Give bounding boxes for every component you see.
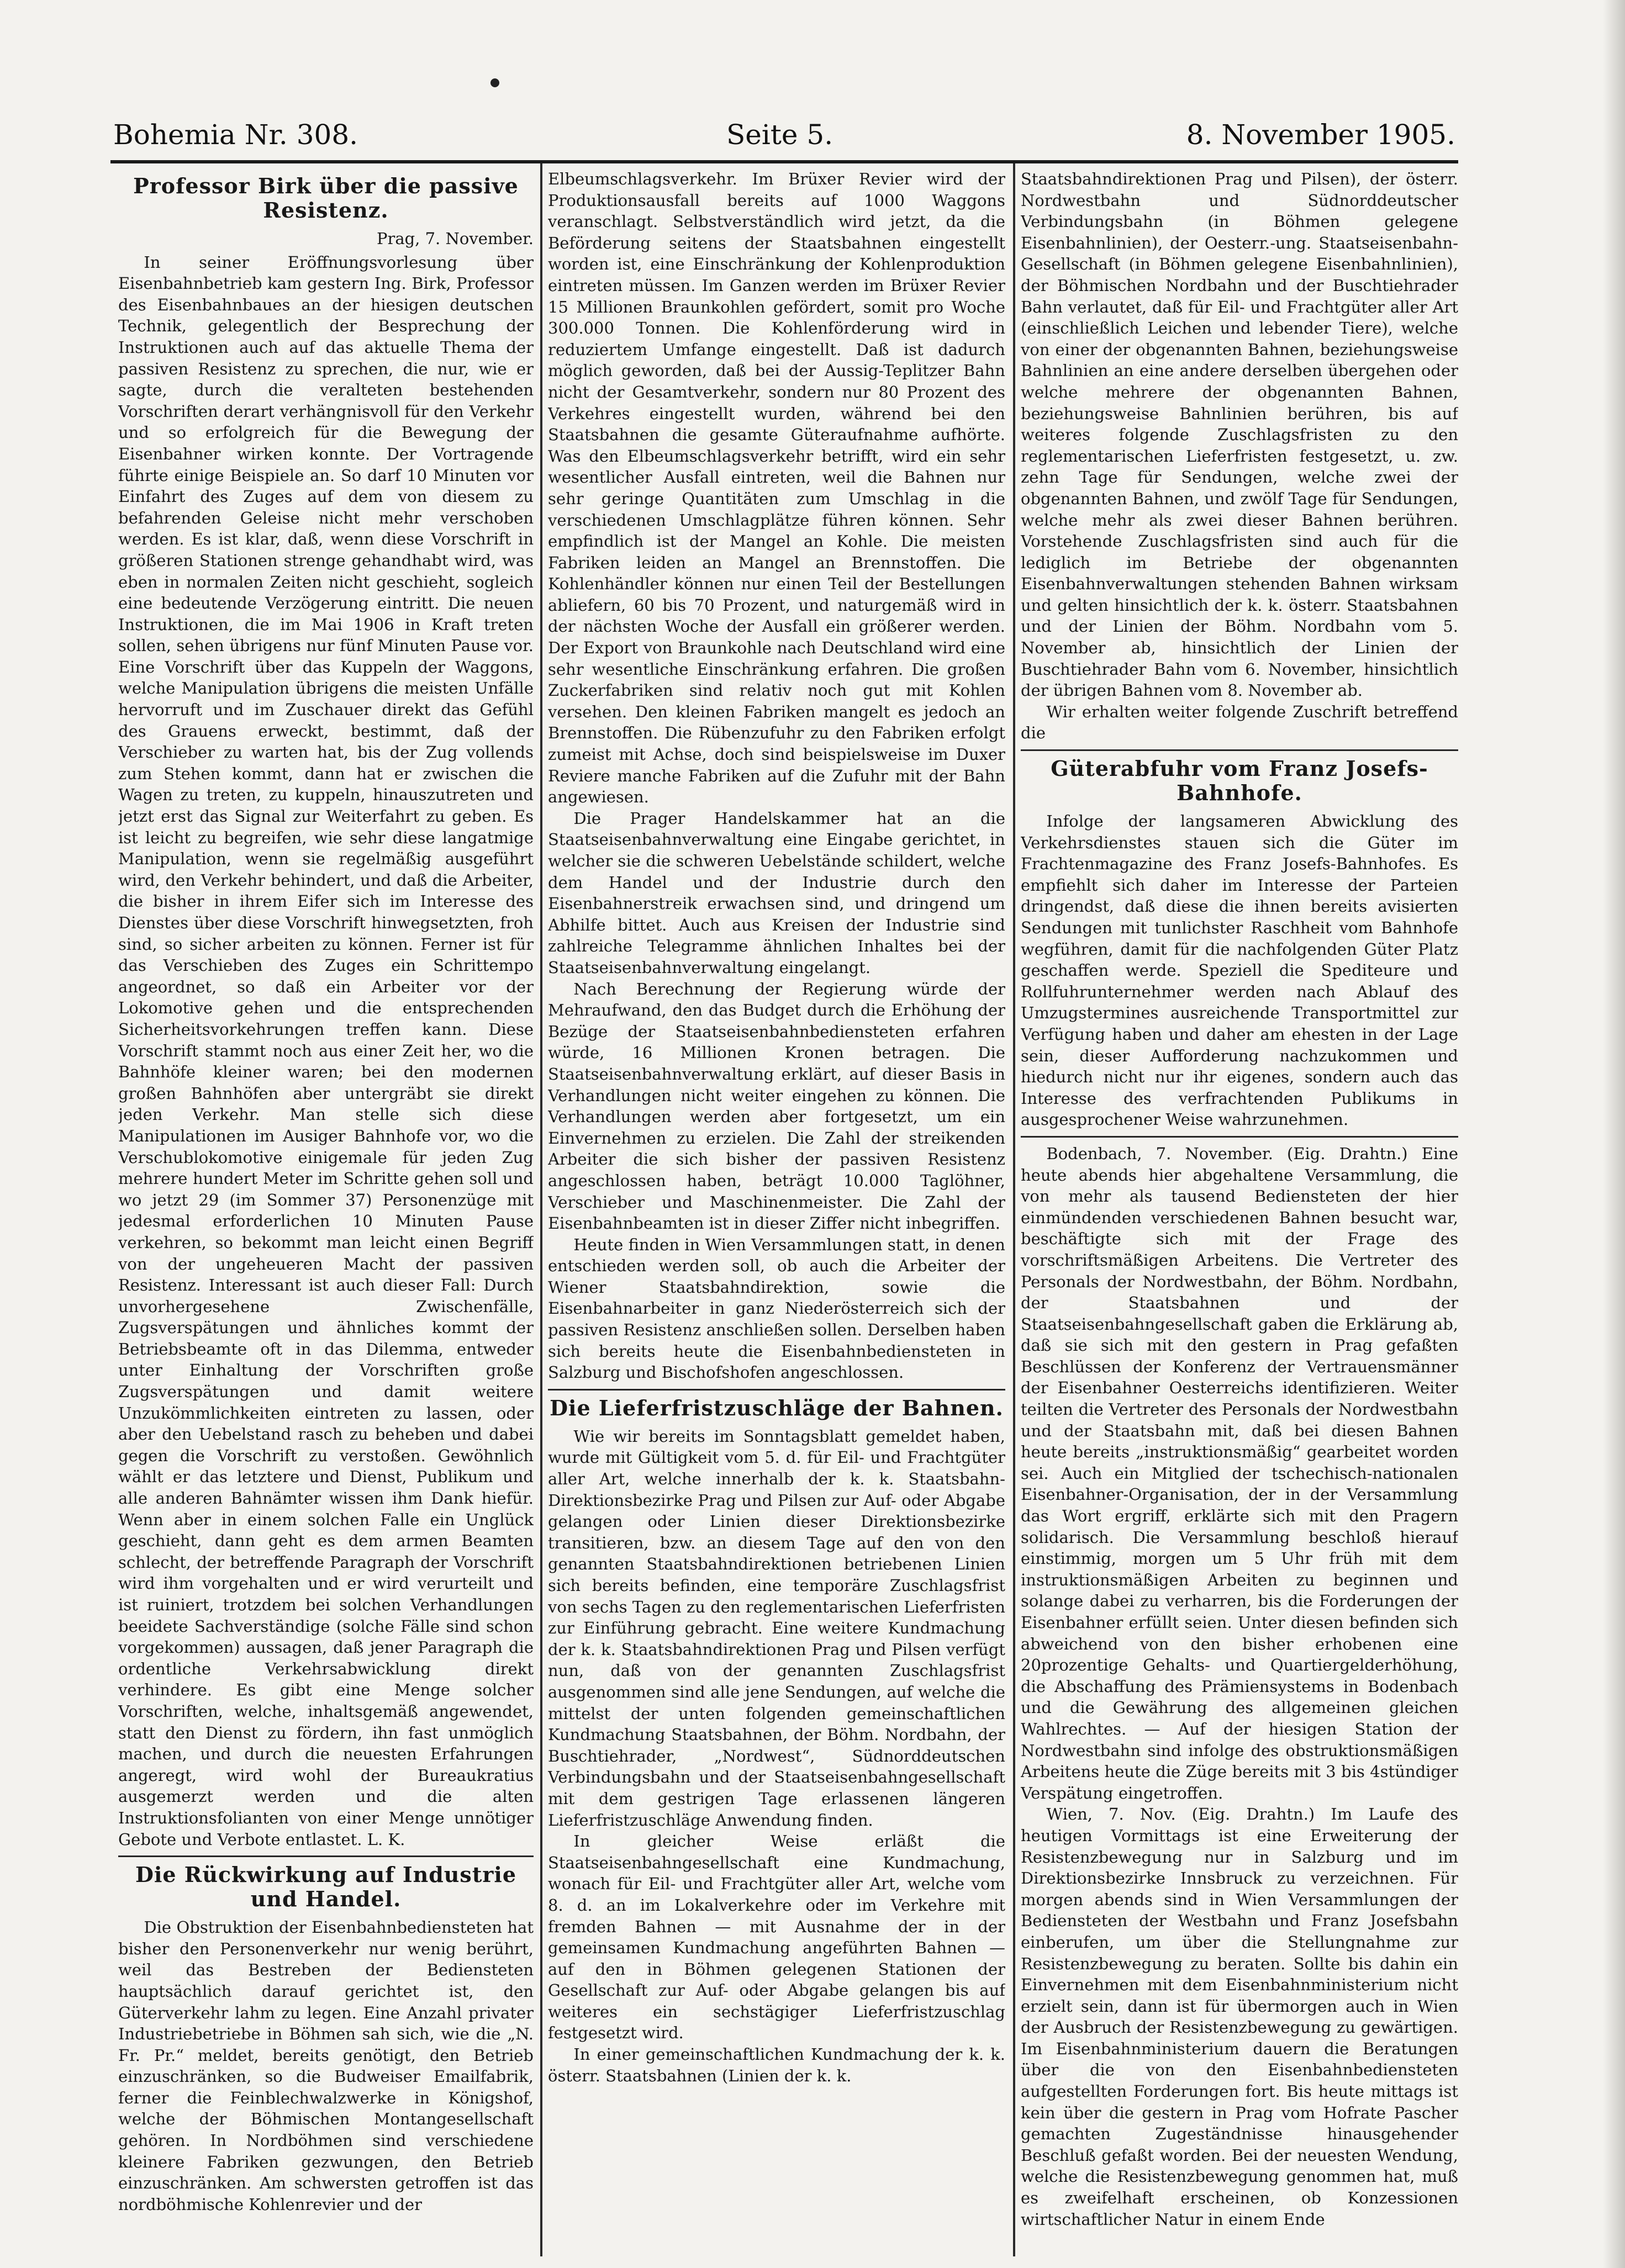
paragraph-staatsbahndirektionen: Staatsbahndirektionen Prag und Pilsen), der österr. Nordwestbahn und Südnorddeutscher Verbindungsbahn (in Böhmen gelegene Eisenbahnlinien), der Oesterr.-ung. Staatseisenbahn-Gesellschaft (in Böhmen gelegene Eisenbahnlinien), der Böhmischen Nordbahn und der Buschtiehrader Bahn verlautet, daß für Eil- und Frachtgüter aller Art (einschließlich Leichen und lebender Tiere), welche von einer der obgenannten Bahnen, beziehungsweise Bahnlinien an eine andere derselben übergehen oder welche mehrere der obgenannten Bahnen, beziehungsweise Bahnlinien berühren, bis auf weiteres folgende Zuschlagsfristen zu den reglementarischen Lieferfristen festgesetzt, u. zw. zehn Tage für Sendungen, welche zwei der obgenannten Bahnen, und zwölf Tage für Sendungen, welche mehr als zwei dieser Bahnen berühren. Vorstehende Zuschlagsfristen sind auch für die lediglich im Betriebe der obgenannten Eisenbahnverwaltungen stehenden Bahnen wirksam und gelten hinsichtlich der k. k. österr. Staatsbahnen und der Linien der Böhm. Nordbahn vom 5. November ab, hinsichtlich der Linien der Buschtiehrader Bahn vom 6. November, hinsichtlich der übrigen Bahnen vom 8. November ab. — [1021, 170, 1458, 700]
article-body-rueckwirkung: Die Obstruktion der Eisenbahnbediensteten hat bisher den Personenverkehr nur wenig berührt, weil das Bestreben der Bediensteten hauptsächlich darauf gerichtet ist, den Güterverkehr lahm zu legen. Eine Anzahl privater Industriebetriebe in Böhmen sah sich, wie die „N. Fr. Pr.“ meldet, bereits genötigt, den Betrieb einzuschränken, so die Budweiser Emailfabrik, ferner die Feinblechwalzwerke in Königshof, welche der Böhmischen Montangesellschaft gehören. In Nordböhmen sind verschiedene kleinere Fabriken gezwungen, den Betrieb einzuschränken. Am schwersten getroffen ist das nordböhmische Kohlenrevier und der — [118, 1918, 534, 2214]
header-rule — [110, 160, 1458, 163]
column-2 — [548, 168, 1005, 2261]
column-rule-2 — [1013, 163, 1015, 2256]
paragraph-elbeumschlag: Elbeumschlagsverkehr. Im Brüxer Revier wird der Produktionsausfall bereits auf 1000 Waggons veranschlagt. Selbstverständlich wird jetzt, da die Beförderung seitens der Staatsbahnen eingestellt worden ist, eine Einschränkung der Kohlenproduktion eintreten müssen. Im Ganzen werden im Brüxer Revier 15 Millionen Braunkohlen gefördert, somit pro Woche 300.000 Tonnen. Die Kohlenförderung wird in reduziertem Umfange eingestellt. Daß ist dadurch möglich geworden, daß bei der Aussig-Teplitzer Bahn nicht der Gesamtverkehr, sondern nur 80 Prozent des Verkehres eingestellt wurden, während bei den Staatsbahnen die gesamte Güteraufnahme aufhörte. Was den Elbeumschlagsverkehr betrifft, wird ein sehr wesentlicher Ausfall eintreten, weil die Bahnen nur sehr geringe Quantitäten zum Umschlag in die verschiedenen Umschlagplätze führen können. Sehr empfindlich ist der Mangel an Kohle. Die meisten Fabriken leiden an Mangel an Brennstoffen. Die Kohlenhändler können nur einen Teil der Bestellungen abliefern, 60 bis 70 Prozent, und naturgemäß wird in der nächsten Woche der Ausfall ein größerer werden. Der Export von Braunkohle nach Deutschland wird eine sehr wesentliche Einschränkung erfahren. Die großen Zuckerfabriken sind relativ noch gut mit Kohlen versehen. Den kleinen Fabriken mangelt es jedoch an Brennstoffen. Die Rübenzufuhr zu den Fabriken erfolgt zumeist mit Achse, doch sind beispielsweise im Duxer Reviere manche Fabriken auf die Zufuhr mit der Bahn angewiesen. — [548, 170, 1005, 807]
article-separator — [1021, 749, 1458, 751]
paragraph-kundmachung: In einer gemeinschaftlichen Kundmachung der k. k. österr. Staatsbahnen (Linien der k. k. — [548, 2045, 1005, 2085]
paragraph-gueterabfuhr: Infolge der langsameren Abwicklung des Verkehrsdienstes stauen sich die Güter im Frachtenmagazine des Franz Josefs-Bahnhofes. Es empfiehlt sich daher im Interesse der Parteien dringendst, daß diese die ihnen bereits avisierten Sendungen mit tunlichster Raschheit vom Bahnhofe wegführen, damit für die nachfolgenden Güter Platz geschaffen werde. Speziell die Spediteure und Rollfuhrunternehmer werden nach Ablauf des Umzugstermines ausreichende Transportmittel zur Verfügung haben und daher am ehesten in der Lage sein, dieser Aufforderung nachzukommen und hiedurch nicht nur ihr eigenes, sondern auch das Interesse des verfrachtenden Publikums in ausgesprochener Weise wahrzunehmen. — [1021, 812, 1458, 1129]
article-separator — [548, 1389, 1005, 1391]
masthead-date: 8. November 1905. — [1186, 119, 1455, 151]
page-edge-shadow — [1603, 0, 1625, 2268]
paragraph-handelskammer: Die Prager Handelskammer hat an die Staatseisenbahnverwaltung eine Eingabe gerichtet, in welcher sie die schweren Uebelstände schildert, welche dem Handel und der Industrie durch den Eisenbahnerstreik erwachsen sind, und dringend um Abhilfe bittet. Auch aus Kreisen der Industrie sind zahlreiche Telegramme ähnlichen Inhaltes bei der Staatseisenbahnverwaltung eingelangt. — [548, 808, 1005, 977]
paragraph-wien-versammlungen: Heute finden in Wien Versammlungen statt, in denen entschieden werden soll, ob auch die Arbeiter der Wiener Staatsbahndirektion, sowie die Eisenbahnarbeiter in ganz Niederösterreich sich der passiven Resistenz anschließen sollen. Derselben haben sich bereits heute die Eisenbahnbediensteten in Salzburg und Bischofshofen angeschlossen. — [548, 1235, 1005, 1382]
article-separator — [118, 1855, 534, 1857]
paragraph-mehraufwand: Nach Berechnung der Regierung würde der Mehraufwand, den das Budget durch die Erhöhung der Bezüge der Staatseisenbahnbediensteten erfahren würde, 16 Millionen Kronen betragen. Die Staatseisenbahnverwaltung erklärt, auf dieser Basis in Verhandlungen nicht weiter eingehen zu können. Die Verhandlungen werden aber fortgesetzt, um ein Einvernehmen zu erzielen. Die Zahl der streikenden Arbeiter die sich bisher der passiven Resistenz angeschlossen haben, beträgt 10.000 Taglöhner, Verschieber und Maschinenmeister. Die Zahl der Eisenbahnbeamten ist in dieser Ziffer nicht inbegriffen. — [548, 979, 1005, 1233]
article-title-gueterabfuhr: Güterabfuhr vom Franz Josefs-Bahnhofe. — [1051, 756, 1428, 806]
column-rule-1 — [540, 163, 542, 2256]
masthead — [113, 119, 1455, 157]
paragraph-staatseisenbahngesellschaft: In gleicher Weise erläßt die Staatseisenbahngesellschaft eine Kundmachung, wonach für Eil- und Frachtgüter aller Art, welche vom 8. d. an im Lokalverkehre oder im Verkehre mit fremden Bahnen — mit Ausnahme der in der gemeinsamen Kundmachung angeführten Bahnen — auf den in Böhmen gelegenen Stationen der Gesellschaft zur Auf- oder Abgabe gelangen bis auf weiteres ein sechstägiger Lieferfristzuschlag festgesetzt wird. — [548, 1832, 1005, 2043]
paragraph-sonntagsblatt: Wie wir bereits im Sonntagsblatt gemeldet haben, wurde mit Gültigkeit vom 5. d. für Eil- und Frachtgüter aller Art, welche innerhalb der k. k. Staatsbahn-Direktionsbezirke Prag und Pilsen zur Auf- oder Abgabe gelangen oder Linien dieser Direktionsbezirke transitieren, bzw. an diesem Tage auf den von den genannten Staatsbahndirektionen betriebenen Linien sich bereits befinden, eine temporäre Zuschlagsfrist von sechs Tagen zu den reglementarischen Lieferfristen zur Einführung gebracht. Eine weitere Kundmachung der k. k. Staatsbahndirektionen Prag und Pilsen verfügt nun, daß von der genannten Zuschlagsfrist ausgenommen sind alle jene Sendungen, auf welche die mittelst der unten folgenden gemeinschaftlichen Kundmachung Staatsbahnen, der Böhm. Nordbahn, der Buschtiehrader, „Nordwest“, Südnorddeutschen Verbindungsbahn und der Staatseisenbahngesellschaft mit dem gestrigen Tage erlassenen längeren Lieferfristzuschläge Anwendung finden. — [548, 1426, 1005, 1830]
article-title-lieferfrist: Die Lieferfristzuschläge der Bahnen. — [550, 1395, 1004, 1420]
article-title-rueckwirkung: Die Rückwirkung auf Industrie und Handel. — [135, 1862, 517, 1912]
ink-dot — [490, 78, 499, 87]
article-title-birk: Professor Birk über die passive Resistenz. — [133, 173, 519, 223]
paragraph-wien: Wien, 7. Nov. (Eig. Drahtn.) Im Laufe des heutigen Vormittags ist eine Erweiterung der Resistenzbewegung nur in Salzburg und im Direktionsbezirke Innsbruck zu verzeichnen. Für morgen abends sind in Wien Versammlungen der Bediensteten der Westbahn und Franz Josefsbahn einberufen, um über die Stellungnahme zur Resistenzbewegung zu beraten. Sollte bis dahin ein Einvernehmen mit dem Eisenbahnministerium nicht erzielt sein, dann ist für übermorgen auch in Wien der Ausbruch der Resistenzbewegung zu gewärtigen. Im Eisenbahnministerium dauern die Beratungen über die von den Eisenbahnbediensteten aufgestellten Forderungen fort. Bis heute mittags ist kein über die gestern in Prag vom Hofrate Pascher gemachten Zugeständnisse hinausgehender Beschluß gefaßt worden. Bei der neuesten Wendung, welche die Resistenzbewegung genommen hat, muß es zweifelhaft erscheinen, ob Konzessionen wirtschaftlicher Natur in einem Ende — [1021, 1805, 1458, 2229]
dateline-prag: Prag, 7. November. — [376, 229, 534, 248]
article-separator — [1021, 1136, 1458, 1138]
column-1 — [118, 168, 534, 2261]
masthead-page-number: Seite 5. — [726, 119, 833, 151]
masthead-issue: Bohemia Nr. 308. — [113, 119, 358, 151]
paragraph-bodenbach: Bodenbach, 7. November. (Eig. Drahtn.) Eine heute abends hier abgehaltene Versammlung, die von mehr als tausend Bediensteten der hier einmündenden verschiedenen Bahnen besucht war, beschäftigte sich mit der Frage des vorschriftsmäßigen Arbeitens. Die Vertreter des Personals der Nordwestbahn, der Böhm. Nordbahn, der Staatsbahnen und der Staatseisenbahngesellschaft gaben die Erklärung ab, daß sie sich mit den gestern in Prag gefaßten Beschlüssen der Konferenz der Vertrauensmänner der Eisenbahner Oesterreichs identifizieren. Weiter teilten die Vertreter des Personals der Nordwestbahn und der Staatsbahn mit, daß bei diesen Bahnen heute bereits „instruktionsmäßig“ gearbeitet worden sei. Auch ein Mitglied der tschechisch-nationalen Eisenbahner-Organisation, der in der Versammlung das Wort ergriff, erklärte sich mit den Pragern solidarisch. Die Versammlung beschloß hierauf einstimmig, morgen um 5 Uhr früh mit dem instruktionsmäßigen Arbeiten zu beginnen und solange dabei zu verharren, bis die Forderungen der Eisenbahner erfüllt seien. Unter diesen befinden sich abweichend von den bisher erhobenen eine 20prozentige Gehalts- und Quartiergelderhöhung, die Abschaffung des Prämiensystems in Bodenbach und die Gewährung des allgemeinen gleichen Wahlrechtes. — Auf der hiesigen Station der Nordwestbahn sind infolge des obstruktionsmäßigen Arbeitens heute die Züge bereits mit 3 bis 4stündiger Verspätung eingetroffen. — [1021, 1144, 1458, 1802]
paragraph-zuschrift: Wir erhalten weiter folgende Zuschrift betreffend die — [1021, 702, 1458, 743]
column-3 — [1021, 168, 1458, 2261]
article-body-birk: In seiner Eröffnungsvorlesung über Eisenbahnbetrieb kam gestern Ing. Birk, Professor des Eisenbahnbaues an der hiesigen deutschen Technik, gelegentlich der Besprechung der Instruktionen auch auf das aktuelle Thema der passiven Resistenz zu sprechen, die nur, wie er sagte, durch die veralteten bestehenden Vorschriften derart verhängnisvoll für den Verkehr und so erfolgreich für die Bewegung der Eisenbahner wirken konnte. Der Vortragende führte einige Beispiele an. So darf 10 Minuten vor Einfahrt des Zuges auf dem von diesem zu befahrenden Geleise nicht mehr verschoben werden. Es ist klar, daß, wenn diese Vorschrift in größeren Stationen strenge gehandhabt wird, was eben in normalen Zeiten nicht geschieht, sogleich eine bedeutende Verzögerung eintritt. Die neuen Instruktionen, die im Mai 1906 in Kraft treten sollen, sehen übrigens nur fünf Minuten Pause vor. Eine Vorschrift über das Kuppeln der Waggons, welche Manipulation übrigens die meisten Unfälle hervorruft und im Zuschauer direkt das Gefühl des Grauens erweckt, bestimmt, daß der Verschieber zu warten hat, bis der Zug vollends zum Stehen kommt, dann hat er zwischen die Wagen zu treten, zu kuppeln, hinauszutreten und jetzt erst das Signal zur Weiterfahrt zu geben. Es ist leicht zu begreifen, wie sehr diese langatmige Manipulation, wenn sie regelmäßig ausgeführt wird, den Verkehr behindert, und daß die Arbeiter, die bisher in ihrem Eifer sich im Interesse des Dienstes über diese Vorschrift hinwegsetzten, froh sind, so sicher arbeiten zu können. Ferner ist für das Verschieben des Zuges ein Schrittempo angeordnet, so daß ein Arbeiter vor der Lokomotive gehen und die entsprechenden Sicherheitsvorkehrungen treffen kann. Diese Vorschrift stammt noch aus einer Zeit her, wo die Bahnhöfe kleiner waren; bei den modernen großen Bahnhöfen aber untergräbt sie direkt jeden Verkehr. Man stelle sich diese Manipulationen im Ausiger Bahnhofe vor, wo die Verschublokomotive einigemale für jeden Zug mehrere hundert Meter im Schritte gehen soll und wo jetzt 29 (im Sommer 37) Personenzüge mit jedesmal erforderlichen 10 Minuten Pause verkehren, so bekommt man leicht einen Begriff von der ungeheueren Macht der passiven Resistenz. Interessant ist auch dieser Fall: Durch unvorhergesehene Zwischenfälle, Zugsverspätungen und ähnliches kommt der Betriebsbeamte oft in das Dilemma, entweder unter Einhaltung der Vorschriften große Zugsverspätungen und damit weitere Unzukömmlichkeiten eintreten zu lassen, oder aber den Uebelstand rasch zu beheben und dabei gegen die Vorschrift zu verstoßen. Gewöhnlich wählt er das letztere und Dienst, Publikum und alle anderen Bahnämter wissen ihm Dank hiefür. Wenn aber in einem solchen Falle ein Unglück geschieht, dann geht es dem armen Beamten schlecht, der betreffende Paragraph der Vorschrift wird ihm vorgehalten und er wird verurteilt und ist ruiniert, trotzdem bei solchen Verhandlungen beeidete Sachverständige (solche Fälle sind schon vorgekommen) aussagen, daß jener Paragraph die ordentliche Verkehrsabwicklung direkt verhindere. Es gibt eine Menge solcher Vorschriften, welche, inhaltsgemäß angewendet, statt den Dienst zu fördern, ihn fast unmöglich machen, und durch die neuesten Erfahrungen angeregt, wird wohl der Bureaukratius ausgemerzt werden und die alten Instruktionsfolianten von einer Menge unnötiger Gebote und Verbote entlastet. L. K. — [118, 252, 534, 1849]
